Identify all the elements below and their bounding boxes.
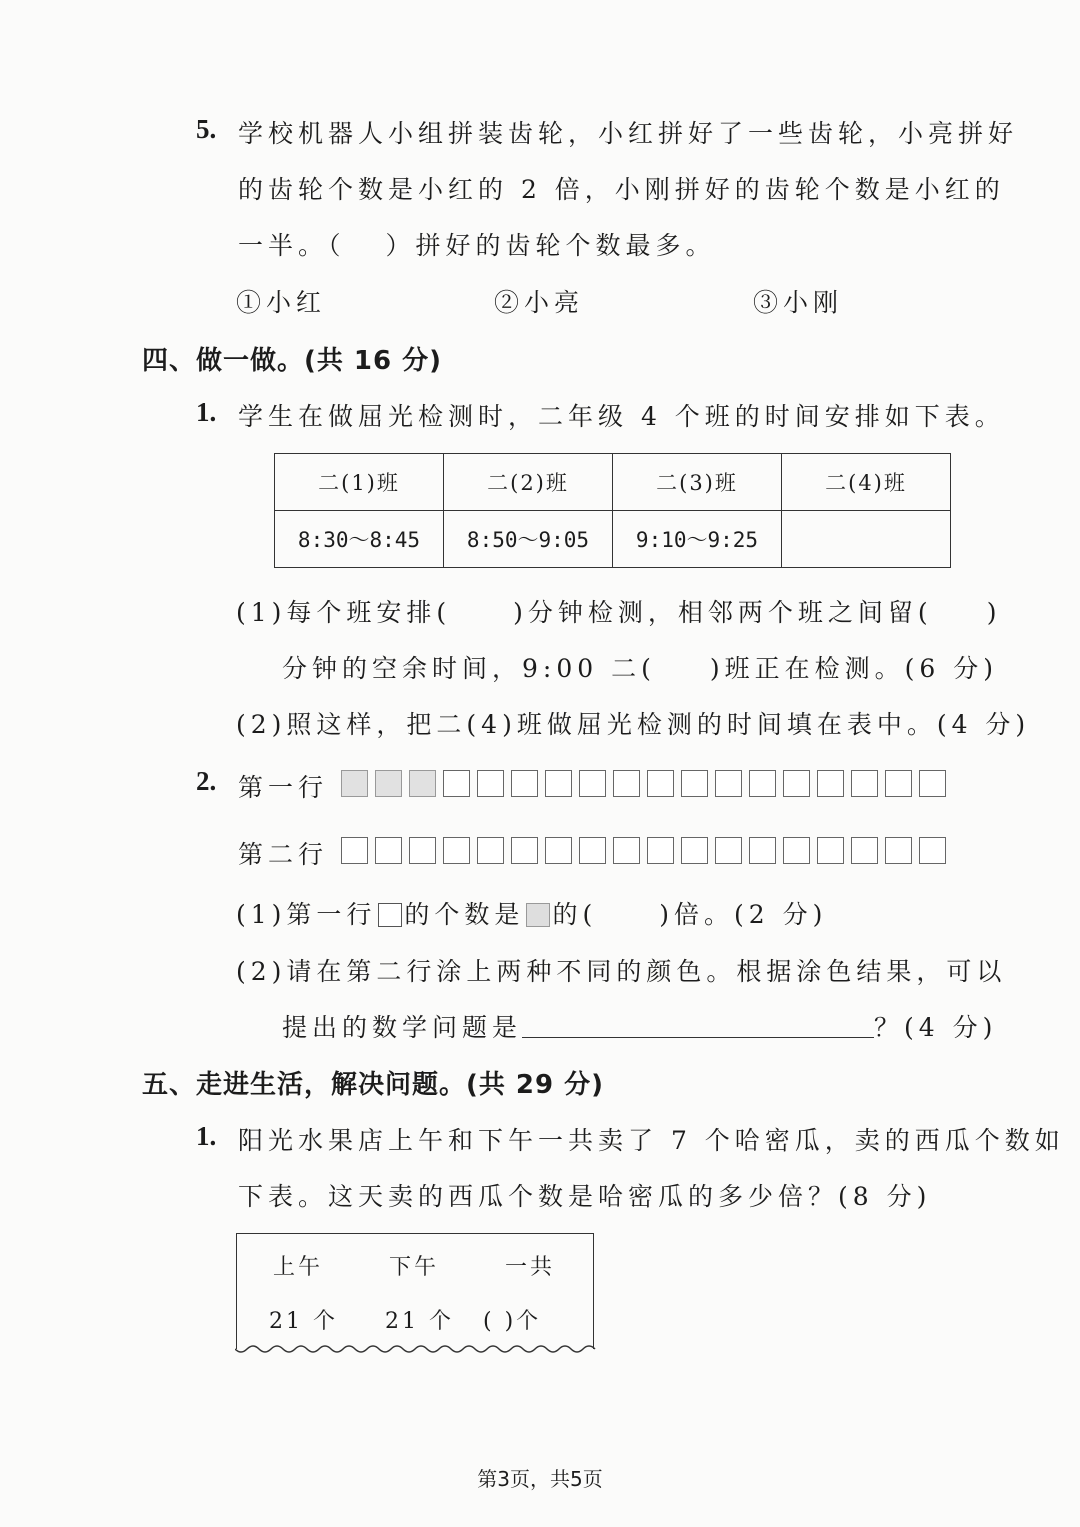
white-square[interactable] [783,837,810,864]
table-header-cell: 二(4)班 [782,454,951,511]
white-square[interactable] [919,837,946,864]
grey-square [341,770,368,797]
white-square [477,770,504,797]
schedule-table [274,453,951,568]
sub-question [282,1008,997,1044]
white-square-icon [378,903,402,927]
grey-square [409,770,436,797]
text-part: )分钟检测，相邻两个班之间留( [513,598,933,627]
table-row [275,511,951,568]
white-square [783,770,810,797]
white-square[interactable] [647,837,674,864]
text-part: )班正在检测。(6 分) [709,654,998,683]
table-header-cell: 二(3)班 [613,454,782,511]
question-number: 5. [196,114,217,144]
table-cell: 8:50～9:05 [444,511,613,568]
table-header-cell: 二(2)班 [444,454,613,511]
answer-line[interactable] [522,1015,874,1038]
white-square[interactable] [613,837,640,864]
text-part: ) [986,598,1002,627]
table-cell: 8:30～8:45 [275,511,444,568]
option-2[interactable]: ②小亮 [494,288,585,317]
question-text: 学生在做屈光检测时，二年级 4 个班的时间安排如下表。 [238,402,1005,431]
white-square[interactable] [681,837,708,864]
white-square [443,770,470,797]
white-square[interactable] [817,837,844,864]
text-part: (1)每个班安排( [236,598,452,627]
text-part: 的( [552,900,598,929]
receipt-value: 21 个 [269,1309,338,1334]
grey-square-icon [526,903,550,927]
sub-question: (2)照这样，把二(4)班做屈光检测的时间填在表中。(4 分) [236,710,1031,739]
receipt-answer[interactable]: ( )个 [483,1309,542,1334]
row-label: 第二行 [238,840,329,869]
sub-question [236,593,1001,629]
white-square[interactable] [749,837,776,864]
sub-question: (2)请在第二行涂上两种不同的颜色。根据涂色结果，可以 [236,957,1007,986]
white-square [681,770,708,797]
sub-question [282,649,998,685]
white-square [579,770,606,797]
text-part: ？(4 分) [874,1013,998,1042]
white-square [851,770,878,797]
sub-question [236,895,827,931]
question-text [238,226,716,262]
sales-receipt [236,1233,594,1349]
section-heading: 四、做一做。(共 16 分) [142,346,443,376]
row-label: 第一行 [238,773,329,802]
text-part: 提出的数学问题是 [282,1013,523,1042]
white-square[interactable] [375,837,402,864]
text-part: 分钟的空余时间，9:00 二( [282,654,656,683]
square-row-2[interactable] [341,837,946,864]
page-footer: 第3页，共5页 [477,1467,603,1491]
white-square[interactable] [885,837,912,864]
table-header-cell: 二(1)班 [275,454,444,511]
white-square[interactable] [477,837,504,864]
question-number: 2. [196,766,217,796]
white-square [817,770,844,797]
table-answer-cell[interactable] [782,511,951,568]
white-square [715,770,742,797]
question-text: 下表。这天卖的西瓜个数是哈密瓜的多少倍？(8 分) [238,1182,932,1211]
white-square [613,770,640,797]
white-square[interactable] [341,837,368,864]
white-square[interactable] [545,837,572,864]
white-square [749,770,776,797]
receipt-header: 一共 [505,1255,556,1280]
white-square[interactable] [511,837,538,864]
table-cell: 9:10～9:25 [613,511,782,568]
white-square [545,770,572,797]
question-text: 学校机器人小组拼装齿轮，小红拼好了一些齿轮，小亮拼好 [238,119,1019,148]
text-part: ）拼好的齿轮个数最多。 [385,231,716,260]
white-square[interactable] [851,837,878,864]
question-text: 阳光水果店上午和下午一共卖了 7 个哈密瓜，卖的西瓜个数如 [238,1126,1065,1155]
receipt-header: 下午 [389,1255,440,1280]
square-row-1 [341,770,946,797]
wavy-edge-icon [235,1345,597,1357]
text-part: (1)第一行 [236,900,377,929]
white-square [511,770,538,797]
text-part: 的个数是 [404,900,525,929]
question-number: 1. [196,1121,217,1151]
question-number: 1. [196,397,217,427]
white-square [919,770,946,797]
receipt-value: 21 个 [385,1309,454,1334]
white-square[interactable] [443,837,470,864]
table-header-row [275,454,951,511]
section-heading: 五、走进生活，解决问题。(共 29 分) [142,1070,605,1100]
grey-square [375,770,402,797]
text-part: )倍。(2 分) [659,900,828,929]
option-3[interactable]: ③小刚 [753,288,844,317]
white-square [647,770,674,797]
white-square[interactable] [579,837,606,864]
white-square [885,770,912,797]
receipt-header: 上午 [273,1255,324,1280]
white-square[interactable] [409,837,436,864]
question-text: 的齿轮个数是小红的 2 倍，小刚拼好的齿轮个数是小红的 [238,175,1005,204]
option-1[interactable]: ①小红 [236,288,327,317]
text-part: 一半。（ [238,231,346,260]
white-square[interactable] [715,837,742,864]
